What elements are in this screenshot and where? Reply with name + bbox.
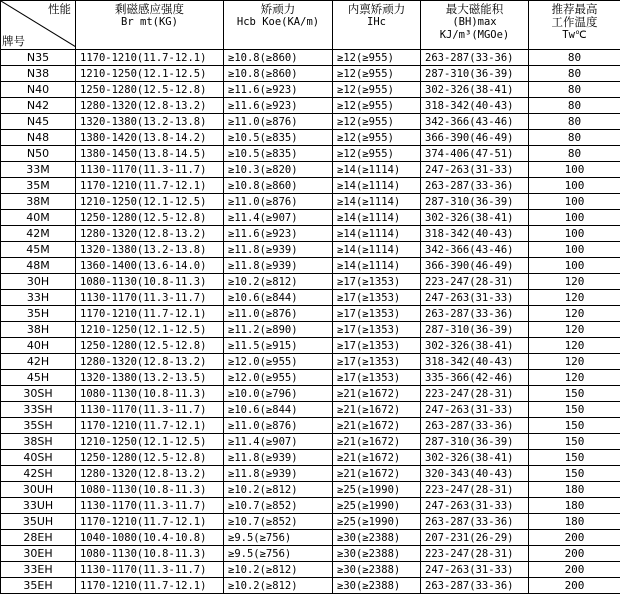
table-row [1,162,620,178]
header-max-energy-product-title: 最大磁能积 [445,2,504,16]
coercivity-cell: ≥11.0(≥876) [224,114,333,130]
max-energy-product-cell: 318-342(40-43) [421,226,529,242]
grade-cell: 48M [1,258,76,274]
max-working-temp-cell: 200 [529,562,620,578]
remanence-cell: 1280-1320(12.8-13.2) [76,226,224,242]
coercivity-cell: ≥10.0(≥796) [224,386,333,402]
intrinsic-coercivity-cell: ≥12(≥955) [333,66,421,82]
remanence-cell: 1080-1130(10.8-11.3) [76,482,224,498]
grade-cell: 33M [1,162,76,178]
grade-cell: 45H [1,370,76,386]
header-max-working-temp-unit: Tw℃ [562,29,587,41]
max-working-temp-cell: 80 [529,146,620,162]
remanence-cell: 1170-1210(11.7-12.1) [76,178,224,194]
grade-cell: 40SH [1,450,76,466]
max-energy-product-cell: 223-247(28-31) [421,274,529,290]
coercivity-cell: ≥10.8(≥860) [224,178,333,194]
remanence-cell: 1210-1250(12.1-12.5) [76,322,224,338]
max-energy-product-cell: 247-263(31-33) [421,498,529,514]
remanence-cell: 1250-1280(12.5-12.8) [76,82,224,98]
remanence-cell: 1320-1380(13.2-13.5) [76,370,224,386]
grade-cell: 45M [1,242,76,258]
intrinsic-coercivity-cell: ≥25(≥1990) [333,514,421,530]
intrinsic-coercivity-cell: ≥12(≥955) [333,50,421,66]
max-working-temp-cell: 150 [529,450,620,466]
max-working-temp-cell: 180 [529,482,620,498]
table-row [1,434,620,450]
intrinsic-coercivity-cell: ≥12(≥955) [333,130,421,146]
grade-cell: 38H [1,322,76,338]
remanence-cell: 1210-1250(12.1-12.5) [76,434,224,450]
max-working-temp-cell: 120 [529,338,620,354]
max-working-temp-cell: 80 [529,98,620,114]
max-energy-product-cell: 335-366(42-46) [421,370,529,386]
remanence-cell: 1130-1170(11.3-11.7) [76,402,224,418]
max-energy-product-cell: 287-310(36-39) [421,322,529,338]
table-row [1,482,620,498]
intrinsic-coercivity-cell: ≥30(≥2388) [333,546,421,562]
table-row [1,578,620,594]
grade-cell: 33EH [1,562,76,578]
remanence-cell: 1080-1130(10.8-11.3) [76,546,224,562]
max-working-temp-cell: 150 [529,386,620,402]
max-working-temp-cell: 150 [529,402,620,418]
max-working-temp-cell: 80 [529,82,620,98]
grade-cell: N35 [1,50,76,66]
header-intrinsic-coercivity [333,1,421,50]
header-max-energy-product-symbol: (BH)max [452,16,497,28]
max-working-temp-cell: 150 [529,418,620,434]
max-working-temp-cell: 120 [529,274,620,290]
max-energy-product-cell: 263-287(33-36) [421,418,529,434]
intrinsic-coercivity-cell: ≥21(≥1672) [333,450,421,466]
intrinsic-coercivity-cell: ≥17(≥1353) [333,322,421,338]
table-header [1,1,620,50]
remanence-cell: 1250-1280(12.5-12.8) [76,210,224,226]
intrinsic-coercivity-cell: ≥14(≥1114) [333,210,421,226]
grade-cell: 33UH [1,498,76,514]
grade-cell: 30EH [1,546,76,562]
remanence-cell: 1080-1130(10.8-11.3) [76,386,224,402]
table-row [1,546,620,562]
coercivity-cell: ≥10.2(≥812) [224,274,333,290]
max-working-temp-cell: 180 [529,514,620,530]
intrinsic-coercivity-cell: ≥14(≥1114) [333,258,421,274]
grade-cell: N42 [1,98,76,114]
max-working-temp-cell: 100 [529,210,620,226]
remanence-cell: 1320-1380(13.2-13.8) [76,242,224,258]
grade-cell: N40 [1,82,76,98]
header-max-energy-product-unit: KJ/m³(MGOe) [439,29,510,41]
header-coercivity-title: 矫顽力 [260,2,296,16]
max-working-temp-cell: 80 [529,66,620,82]
table-row [1,338,620,354]
max-working-temp-cell: 120 [529,370,620,386]
max-energy-product-cell: 302-326(38-41) [421,82,529,98]
header-coercivity-unit: Hcb Koe(KA/m) [236,16,320,28]
table-row [1,402,620,418]
remanence-cell: 1280-1320(12.8-13.2) [76,354,224,370]
remanence-cell: 1130-1170(11.3-11.7) [76,498,224,514]
max-working-temp-cell: 80 [529,114,620,130]
coercivity-cell: ≥11.6(≥923) [224,226,333,242]
coercivity-cell: ≥12.0(≥955) [224,354,333,370]
grade-cell: 30SH [1,386,76,402]
remanence-cell: 1210-1250(12.1-12.5) [76,194,224,210]
table-row [1,258,620,274]
remanence-cell: 1210-1250(12.1-12.5) [76,66,224,82]
remanence-cell: 1170-1210(11.7-12.1) [76,578,224,594]
remanence-cell: 1280-1320(12.8-13.2) [76,98,224,114]
max-energy-product-cell: 247-263(31-33) [421,562,529,578]
max-working-temp-cell: 80 [529,50,620,66]
grade-cell: 35UH [1,514,76,530]
max-energy-product-cell: 247-263(31-33) [421,162,529,178]
coercivity-cell: ≥10.7(≥852) [224,498,333,514]
table-row [1,386,620,402]
remanence-cell: 1280-1320(12.8-13.2) [76,466,224,482]
grade-cell: 33SH [1,402,76,418]
table-row [1,98,620,114]
remanence-cell: 1360-1400(13.6-14.0) [76,258,224,274]
max-working-temp-cell: 120 [529,290,620,306]
max-working-temp-cell: 80 [529,130,620,146]
intrinsic-coercivity-cell: ≥30(≥2388) [333,578,421,594]
intrinsic-coercivity-cell: ≥12(≥955) [333,82,421,98]
grade-cell: N48 [1,130,76,146]
table-row [1,322,620,338]
max-energy-product-cell: 342-366(43-46) [421,114,529,130]
header-intrinsic-coercivity-title: 内禀矫顽力 [347,2,406,16]
table-row [1,50,620,66]
max-energy-product-cell: 247-263(31-33) [421,402,529,418]
table-row [1,226,620,242]
table-row [1,530,620,546]
grade-cell: 38SH [1,434,76,450]
coercivity-cell: ≥10.8(≥860) [224,50,333,66]
remanence-cell: 1170-1210(11.7-12.1) [76,306,224,322]
table-row [1,146,620,162]
table-row [1,450,620,466]
grade-cell: 35H [1,306,76,322]
header-remanence [76,1,224,50]
coercivity-cell: ≥11.0(≥876) [224,194,333,210]
intrinsic-coercivity-cell: ≥21(≥1672) [333,466,421,482]
max-energy-product-cell: 318-342(40-43) [421,98,529,114]
max-working-temp-cell: 100 [529,162,620,178]
intrinsic-coercivity-cell: ≥17(≥1353) [333,370,421,386]
remanence-cell: 1250-1280(12.5-12.8) [76,338,224,354]
max-working-temp-cell: 150 [529,466,620,482]
coercivity-cell: ≥9.5(≥756) [224,530,333,546]
coercivity-cell: ≥11.8(≥939) [224,450,333,466]
intrinsic-coercivity-cell: ≥12(≥955) [333,114,421,130]
table-row [1,210,620,226]
intrinsic-coercivity-cell: ≥21(≥1672) [333,434,421,450]
table-row [1,82,620,98]
header-max-working-temp-line1: 推荐最高 [551,2,598,16]
table-row [1,66,620,82]
remanence-cell: 1130-1170(11.3-11.7) [76,290,224,306]
grade-cell: 35M [1,178,76,194]
coercivity-cell: ≥9.5(≥756) [224,546,333,562]
header-remanence-unit: Br mt(KG) [121,16,178,28]
table-row [1,418,620,434]
intrinsic-coercivity-cell: ≥25(≥1990) [333,498,421,514]
table-row [1,130,620,146]
coercivity-cell: ≥12.0(≥955) [224,370,333,386]
intrinsic-coercivity-cell: ≥17(≥1353) [333,338,421,354]
max-energy-product-cell: 207-231(26-29) [421,530,529,546]
max-energy-product-cell: 366-390(46-49) [421,258,529,274]
coercivity-cell: ≥11.6(≥923) [224,98,333,114]
coercivity-cell: ≥10.6(≥844) [224,402,333,418]
intrinsic-coercivity-cell: ≥17(≥1353) [333,274,421,290]
corner-header-cell [1,1,76,50]
max-energy-product-cell: 223-247(28-31) [421,482,529,498]
max-working-temp-cell: 180 [529,498,620,514]
grade-cell: 40H [1,338,76,354]
coercivity-cell: ≥10.5(≥835) [224,146,333,162]
max-energy-product-cell: 320-343(40-43) [421,466,529,482]
grade-cell: 33H [1,290,76,306]
max-working-temp-cell: 100 [529,258,620,274]
coercivity-cell: ≥11.8(≥939) [224,242,333,258]
remanence-cell: 1320-1380(13.2-13.8) [76,114,224,130]
coercivity-cell: ≥11.8(≥939) [224,258,333,274]
remanence-cell: 1130-1170(11.3-11.7) [76,162,224,178]
table-row [1,290,620,306]
remanence-cell: 1130-1170(11.3-11.7) [76,562,224,578]
table-row [1,178,620,194]
max-working-temp-cell: 200 [529,546,620,562]
coercivity-cell: ≥11.0(≥876) [224,306,333,322]
coercivity-cell: ≥11.8(≥939) [224,466,333,482]
max-working-temp-cell: 150 [529,434,620,450]
intrinsic-coercivity-cell: ≥17(≥1353) [333,290,421,306]
table-row [1,466,620,482]
max-energy-product-cell: 263-287(33-36) [421,178,529,194]
grade-cell: 35EH [1,578,76,594]
intrinsic-coercivity-cell: ≥30(≥2388) [333,562,421,578]
max-working-temp-cell: 100 [529,226,620,242]
grade-cell: 42M [1,226,76,242]
table-row [1,114,620,130]
max-working-temp-cell: 120 [529,354,620,370]
grade-cell: N38 [1,66,76,82]
grade-cell: 40M [1,210,76,226]
max-working-temp-cell: 100 [529,194,620,210]
intrinsic-coercivity-cell: ≥21(≥1672) [333,418,421,434]
table-row [1,562,620,578]
table-row [1,194,620,210]
max-energy-product-cell: 263-287(33-36) [421,514,529,530]
intrinsic-coercivity-cell: ≥17(≥1353) [333,306,421,322]
intrinsic-coercivity-cell: ≥14(≥1114) [333,162,421,178]
max-energy-product-cell: 263-287(33-36) [421,50,529,66]
max-working-temp-cell: 120 [529,322,620,338]
max-energy-product-cell: 223-247(28-31) [421,546,529,562]
remanence-cell: 1380-1420(13.8-14.2) [76,130,224,146]
intrinsic-coercivity-cell: ≥21(≥1672) [333,386,421,402]
remanence-cell: 1170-1210(11.7-12.1) [76,514,224,530]
max-energy-product-cell: 223-247(28-31) [421,386,529,402]
max-energy-product-cell: 247-263(31-33) [421,290,529,306]
grade-cell: 42H [1,354,76,370]
max-energy-product-cell: 366-390(46-49) [421,130,529,146]
grade-cell: 35SH [1,418,76,434]
max-energy-product-cell: 374-406(47-51) [421,146,529,162]
max-working-temp-cell: 200 [529,578,620,594]
coercivity-cell: ≥11.4(≥907) [224,210,333,226]
corner-label-grade: 牌号 [2,34,25,48]
header-remanence-title: 剩磁感应强度 [115,2,184,16]
table-row [1,370,620,386]
remanence-cell: 1170-1210(11.7-12.1) [76,50,224,66]
grade-cell: N50 [1,146,76,162]
max-energy-product-cell: 263-287(33-36) [421,578,529,594]
max-energy-product-cell: 342-366(43-46) [421,242,529,258]
grade-cell: 42SH [1,466,76,482]
table-row [1,354,620,370]
table-row [1,514,620,530]
max-energy-product-cell: 302-326(38-41) [421,338,529,354]
max-energy-product-cell: 287-310(36-39) [421,434,529,450]
max-working-temp-cell: 100 [529,242,620,258]
coercivity-cell: ≥11.6(≥923) [224,82,333,98]
coercivity-cell: ≥10.7(≥852) [224,514,333,530]
max-energy-product-cell: 287-310(36-39) [421,194,529,210]
intrinsic-coercivity-cell: ≥14(≥1114) [333,178,421,194]
coercivity-cell: ≥11.0(≥876) [224,418,333,434]
grade-cell: N45 [1,114,76,130]
max-energy-product-cell: 302-326(38-41) [421,450,529,466]
table-row [1,242,620,258]
coercivity-cell: ≥11.2(≥890) [224,322,333,338]
intrinsic-coercivity-cell: ≥14(≥1114) [333,226,421,242]
corner-label-property: 性能 [48,2,71,16]
header-max-energy-product [421,1,529,50]
intrinsic-coercivity-cell: ≥21(≥1672) [333,402,421,418]
table-body [1,50,620,594]
coercivity-cell: ≥10.2(≥812) [224,482,333,498]
table-row [1,498,620,514]
header-max-working-temp-line2: 工作温度 [551,15,598,29]
coercivity-cell: ≥10.2(≥812) [224,562,333,578]
grade-cell: 30UH [1,482,76,498]
header-coercivity [224,1,333,50]
remanence-cell: 1170-1210(11.7-12.1) [76,418,224,434]
grade-cell: 30H [1,274,76,290]
max-working-temp-cell: 100 [529,178,620,194]
max-energy-product-cell: 318-342(40-43) [421,354,529,370]
intrinsic-coercivity-cell: ≥14(≥1114) [333,194,421,210]
grade-cell: 38M [1,194,76,210]
max-energy-product-cell: 302-326(38-41) [421,210,529,226]
intrinsic-coercivity-cell: ≥17(≥1353) [333,354,421,370]
remanence-cell: 1380-1450(13.8-14.5) [76,146,224,162]
max-energy-product-cell: 287-310(36-39) [421,66,529,82]
remanence-cell: 1040-1080(10.4-10.8) [76,530,224,546]
intrinsic-coercivity-cell: ≥25(≥1990) [333,482,421,498]
max-working-temp-cell: 120 [529,306,620,322]
header-intrinsic-coercivity-unit: IHc [367,16,386,28]
coercivity-cell: ≥10.2(≥812) [224,578,333,594]
remanence-cell: 1080-1130(10.8-11.3) [76,274,224,290]
intrinsic-coercivity-cell: ≥12(≥955) [333,146,421,162]
intrinsic-coercivity-cell: ≥12(≥955) [333,98,421,114]
header-max-working-temp [529,1,620,50]
remanence-cell: 1250-1280(12.5-12.8) [76,450,224,466]
coercivity-cell: ≥10.3(≥820) [224,162,333,178]
table-row [1,274,620,290]
coercivity-cell: ≥10.8(≥860) [224,66,333,82]
grade-cell: 28EH [1,530,76,546]
max-working-temp-cell: 200 [529,530,620,546]
coercivity-cell: ≥10.6(≥844) [224,290,333,306]
intrinsic-coercivity-cell: ≥30(≥2388) [333,530,421,546]
coercivity-cell: ≥10.5(≥835) [224,130,333,146]
max-energy-product-cell: 263-287(33-36) [421,306,529,322]
coercivity-cell: ≥11.5(≥915) [224,338,333,354]
table-row [1,306,620,322]
coercivity-cell: ≥11.4(≥907) [224,434,333,450]
intrinsic-coercivity-cell: ≥14(≥1114) [333,242,421,258]
